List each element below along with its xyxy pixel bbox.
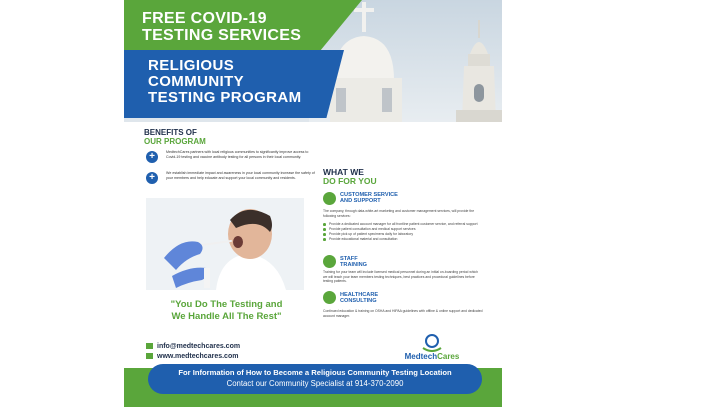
email-contact[interactable]: info@medtechcares.com: [146, 343, 240, 351]
footer-contact-text: Contact our Community Specialist at 914-370-2090: [226, 379, 404, 388]
list-item: Provide a dedicated account manager for all frontline patient customer service, and referral support: [323, 222, 488, 227]
plus-icon: +: [146, 151, 158, 163]
customer-service-title: CUSTOMER SERVICE AND SUPPORT: [340, 192, 398, 204]
plus-icon: +: [146, 172, 158, 184]
church-illustration: [324, 0, 502, 122]
customer-service-intro: The company, through data-white-art marketing and customer management services, will provide the following services:: [323, 209, 475, 218]
handshake-icon: [323, 291, 336, 304]
benefits-heading: BENEFITS OF OUR PROGRAM: [144, 128, 206, 146]
medtechcares-logo: MedtechCares: [387, 334, 477, 364]
page-title: FREE COVID-19 TESTING SERVICES: [142, 10, 302, 44]
email-icon: [146, 343, 153, 349]
training-icon: [323, 255, 336, 268]
services-heading: WHAT WE DO FOR YOU: [323, 167, 377, 186]
healthcare-consulting-title: HEALTHCARE CONSULTING: [340, 292, 379, 304]
testing-photo: [146, 198, 304, 290]
list-item: Provide patient consultation and medical support services: [323, 227, 488, 232]
staff-training-body: Training for your team will include licensed medical personnel during an initial on-boarding period which we will teach your team members testing techniques, best practices and procedural guidelines before testing patients.: [323, 270, 478, 284]
headset-icon: [323, 192, 336, 205]
list-item: Provide pick up of patient specimens daily for laboratory: [323, 232, 488, 237]
customer-service-list: [323, 222, 488, 242]
tagline-quote: "You Do The Testing and We Handle All The Rest": [170, 299, 283, 322]
healthcare-consulting-body: Continued education & training on OSHA and HIPAA guidelines with offline & online support and dedicated account manager.: [323, 309, 483, 318]
flyer: FREE COVID-19 TESTING SERVICES RELIGIOUS COMMUNITY TESTING PROGRAM BENEFITS OF OUR PROGRAM + MedtechCares partners with local religious communities to significantly improve access to Covid-19 testing and vaccine antibody testing for all persons in their local community. + We establish immediate impact and awareness in your local community increase the safety of your members and help educate and support your local community and residents. "You Do The Testing and We Handle All The Rest" WHAT WE DO FOR YOU CUSTOMER SERVICE AND SUPPORT The company, through data-white-art marketing and customer management services, will provide the following services: Provide a dedicated account manager for all frontline patient customer service, and referral support Provide patient consultation and medical support services Provide pick up of patient specimens daily for laboratory Provide educational material and consultation STAFF TRAINING Training for your team will include licensed medical personnel during an initial on-boarding period which we will teach your team members testing techniques, best practices and procedural guidelines before testing patients. HEALTHCARE CONSULTING Continued education & training on OSHA and HIPAA guidelines with offline & online support and dedicated account manager. info@medtechcares.com www.medtechcares.com MedtechCares For Information of How to Become a Religious Community Testing Location Contact our Community Specialist at 914-370-2090: [124, 0, 502, 407]
staff-training-title: STAFF TRAINING: [340, 256, 368, 268]
footer-info-text: For Information of How to Become a Religious Community Testing Location: [178, 368, 452, 377]
globe-icon: [146, 353, 153, 359]
logo-mark-icon: [419, 334, 445, 352]
list-item: Provide educational material and consultation: [323, 237, 488, 242]
website-contact[interactable]: www.medtechcares.com: [146, 353, 238, 361]
hero-banner: [124, 0, 502, 122]
program-title: RELIGIOUS COMMUNITY TESTING PROGRAM: [148, 57, 302, 106]
